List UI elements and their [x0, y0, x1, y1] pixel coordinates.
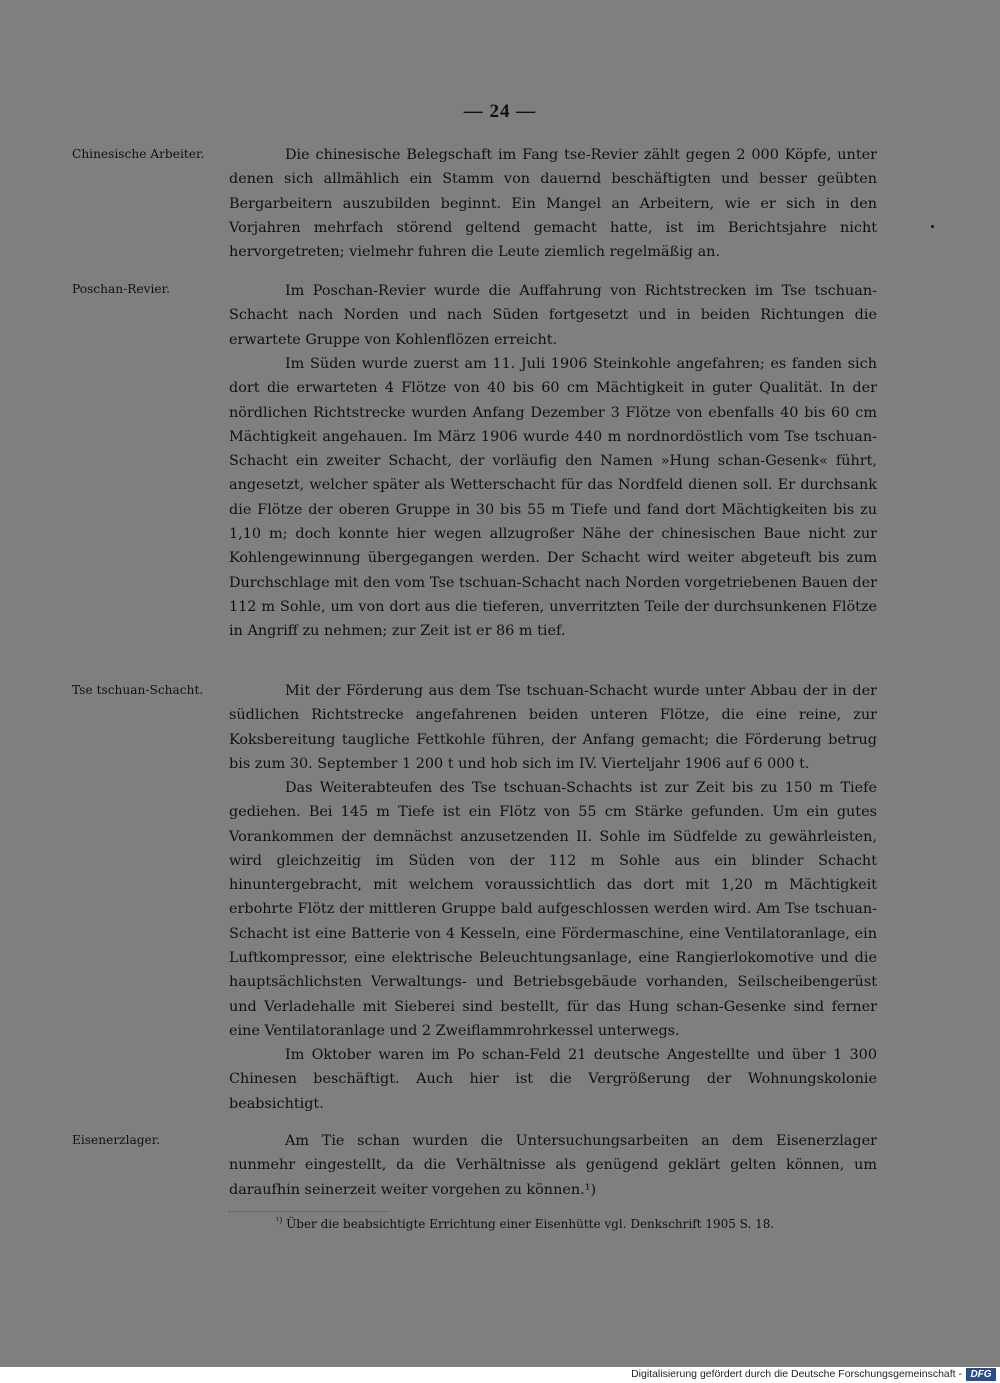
stray-mark: [931, 225, 934, 228]
credit-bar: [0, 1367, 1000, 1383]
paragraph-oktober-belegschaft: Im Oktober waren im Po schan-Feld 21 deutsche Angestellte und über 1 300 Chinesen beschäftigt. Auch hier ist die Vergrößerung der Wohnungskolonie beabsichtigt.: [229, 1047, 877, 1112]
margin-note-tse-tschuan-schacht: Tse tschuan-Schacht.: [72, 683, 204, 697]
page-number: — 24 —: [463, 101, 537, 122]
paragraph-foerderung: Mit der Förderung aus dem Tse tschuan-Schacht wurde unter Abbau der in der südlichen Richtstrecke angefahrenen beiden unteren Flötze, die eine reine, zur Koksbereitung taugliche Fettkohle führen, der Anfang gemacht; die Förderung betrug bis zum 30. September 1 200 t und hob sich im IV. Vierteljahr 1906 auf 6 000 t.: [229, 683, 877, 772]
paragraph-steinkohle-sueden: Im Süden wurde zuerst am 11. Juli 1906 Steinkohle angefahren; es fanden sich dort die erwarteten 4 Flötze von 40 bis 60 cm Mächtigkeit in guter Qualität. In der nördlichen Richtstrecke wurden Anfang Dezember 3 Flötze von ebenfalls 40 bis 60 cm Mächtigkeit angehauen. Im März 1906 wurde 440 m nordnordöstlich vom Tse tschuan-Schacht ein zweiter Schacht, der vorläufig den Namen »Hung schan-Gesenk« führt, angesetzt, welcher später als Wetterschacht für das Nordfeld dienen soll. Er durchsank die Flötze der oberen Gruppe in 30 bis 55 m Tiefe und fand dort Mächtigkeiten bis zu 1,10 m; doch konnte hier wegen allzugroßer Nähe der chinesischen Baue nicht zur Kohlengewinnung übergegangen werden. Der Schacht wird weiter abgeteuft bis zum Durchschlage mit den vom Tse tschuan-Schacht nach Norden vorgetriebenen Bauen der 112 m Sohle, um von dort aus die tieferen, unverritzten Teile der durchsunkenen Flötze in Angriff zu nehmen; zur Zeit ist er 86 m tief.: [229, 356, 877, 640]
paragraph-chinesische-belegschaft: Die chinesische Belegschaft im Fang tse-Revier zählt gegen 2 000 Köpfe, unter denen sich allmählich ein Stamm von dauernd beschäftigten und besser geübten Bergarbeitern auszubilden beginnt. Ein Mangel an Arbeitern, wie er sich in den Vorjahren mehrfach störend geltend gemacht hatte, ist im Berichtsjahre nicht hervorgetreten; vielmehr fuhren die Leute ziemlich regelmäßig an.: [229, 147, 877, 261]
credit-text: Digitalisierung gefördert durch die Deutsche Forschungsgemeinschaft -: [631, 1368, 962, 1380]
footnote-text: Über die beabsichtigte Errichtung einer Eisenhütte vgl. Denkschrift 1905 S. 18.: [286, 1217, 775, 1231]
margin-note-eisenerzlager: Eisenerzlager.: [72, 1133, 161, 1147]
paragraph-weiterabteufen: Das Weiterabteufen des Tse tschuan-Schachts ist zur Zeit bis zu 150 m Tiefe gediehen. Bei 145 m Tiefe ist ein Flötz von 55 cm Stärke gefunden. Um ein gutes Vorankommen der demnächst anzusetzenden II. Sohle im Südfelde zu gewährleisten, wird gleichzeitig im Süden von der 112 m Sohle aus ein blinder Schacht hinuntergebracht, mit welchem voraussichtlich das dort mit 1,20 m Mächtigkeit erbohrte Flötz der mittleren Gruppe bald aufgeschlossen werden wird. Am Tse tschuan-Schacht ist eine Batterie von 4 Kesseln, eine Fördermaschine, eine Ventilatoranlage, ein Luftkompressor, eine elektrische Beleuchtungsanlage, eine Rangierlokomotive und die hauptsächlichsten Verwaltungs- und Betriebsgebäude vorhanden, Seilscheibengerüst und Verladehalle mit Sieberei sind bestellt, für das Hung schan-Gesenke sind ferner eine Ventilatoranlage und 2 Zweiflammrohrkessel unterwegs.: [229, 780, 877, 1039]
footnote: [276, 1216, 774, 1231]
margin-note-poschan-revier: Poschan-Revier.: [72, 282, 170, 296]
footnote-marker: ¹): [276, 1216, 283, 1225]
paragraph-eisenerzlager: Am Tie schan wurden die Untersuchungsarbeiten an dem Eisenerzlager nunmehr eingestellt, da die Verhältnisse als genügend geklärt gelten können, um daraufhin seinerzeit weiter vorgehen zu können.¹): [229, 1133, 877, 1198]
paragraph-poschan-revier: Im Poschan-Revier wurde die Auffahrung von Richtstrecken im Tse tschuan-Schacht nach Norden und nach Süden fortgesetzt und in beiden Richtungen die erwartete Gruppe von Kohlenflözen erreicht.: [229, 283, 877, 348]
dfg-logo: DFG: [966, 1368, 996, 1381]
footnote-separator: [229, 1211, 389, 1212]
margin-note-chinesische-arbeiter: Chinesische Arbeiter.: [72, 147, 205, 161]
